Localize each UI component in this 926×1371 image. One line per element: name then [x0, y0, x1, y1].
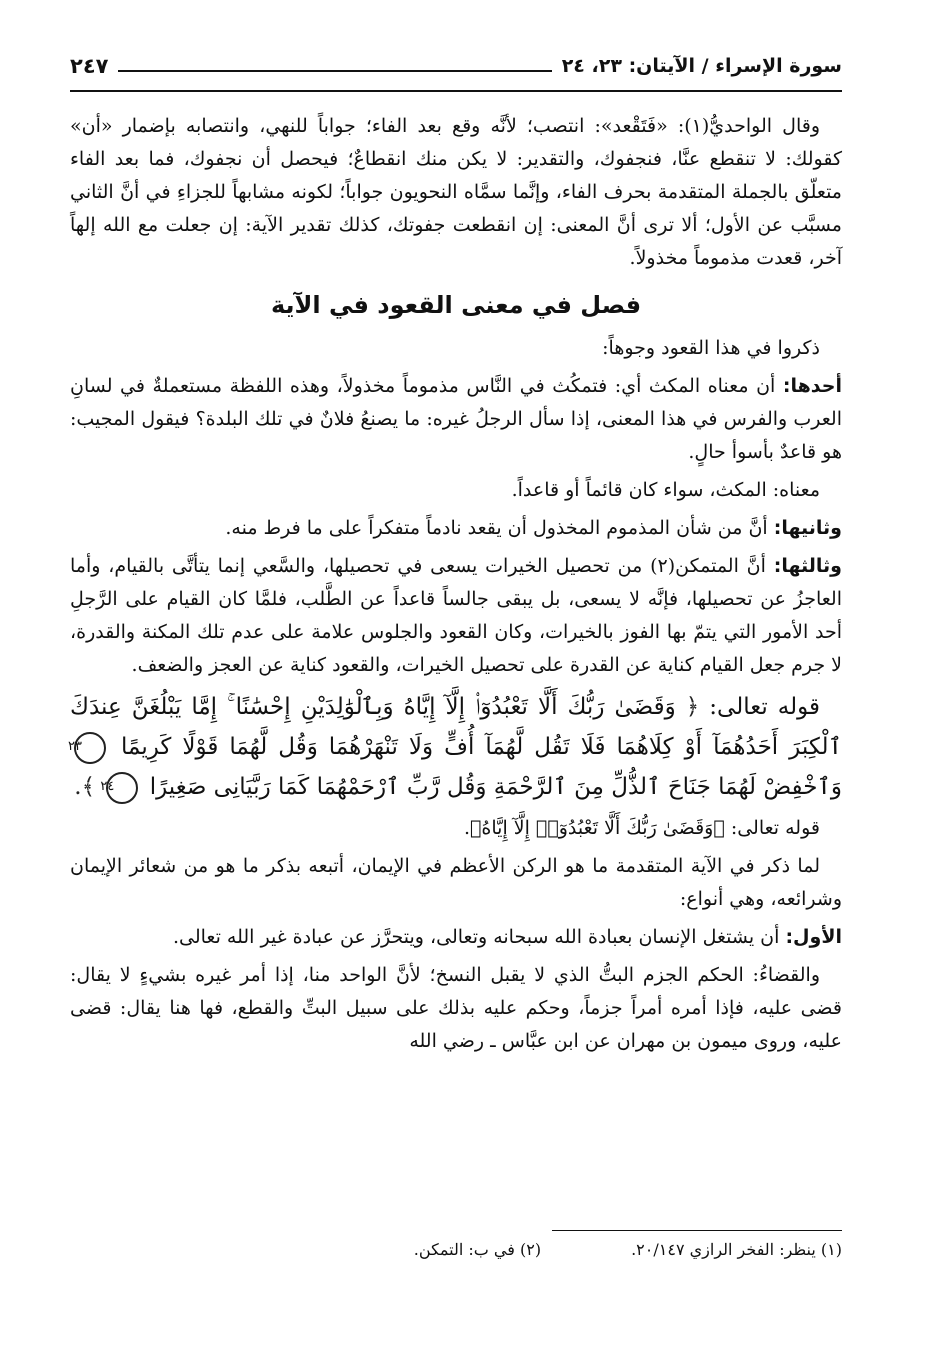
page-header: [70, 48, 842, 84]
first-kind-label: الأول:: [785, 926, 842, 948]
quran-verse-24: وَٱخْفِضْ لَهُمَا جَنَاحَ ٱلذُّلِّ مِنَ ٱلرَّحْمَةِ وَقُل رَّبِّ ٱرْحَمْهُمَا كَمَا رَبَّيَانِى صَغِيرًا: [149, 774, 842, 800]
header-dash-line: [118, 70, 551, 72]
verse-quote-intro: قوله تعالى:: [730, 817, 820, 839]
quran-verses-block: [70, 687, 842, 807]
paragraph-meaning: معناه: المكث، سواء كان قائماً أو قاعداً.: [511, 479, 820, 501]
footnote-1: (١) ينظر: الفخر الرازي ٢٠/١٤٧.: [631, 1240, 842, 1259]
page-body: [70, 110, 842, 1063]
paragraph-pillars: لما ذكر في الآية المتقدمة ما هو الركن الأعظم في الإيمان، أتبعه بذكر ما هو من شعائر الإيمان وشرائعه، وهي أنواع:: [70, 855, 842, 910]
quran-close-bracket: ﴾.: [74, 774, 96, 800]
footnote-rule: [552, 1230, 842, 1231]
first-aspect-text: أن معناه المكث أي: فتمكُث في النَّاس مذموماً مخذولاً، وهذه اللفظة مستعملةٌ في لسانِ العرب والفرس في هذا المعنى، إذا سأل الرجلُ غيره: ما يصنعُ فلانٌ في تلك البلدة؟ فيقول المجيب: هو قاعدٌ بأسوأ حالٍ.: [70, 375, 842, 463]
first-kind-text: أن يشتغل الإنسان بعبادة الله سبحانه وتعالى، ويتحرَّز عن عبادة غير الله تعالى.: [172, 926, 780, 948]
quran-open-bracket: ﴿: [685, 694, 700, 720]
ayah-number-23: ٢٣: [74, 732, 106, 764]
quran-verse-23: وَقَضَىٰ رَبُّكَ أَلَّا تَعْبُدُوٓا۟ إِلَّآ إِيَّاهُ وَبِٱلْوَٰلِدَيْنِ إِحْسَٰنًا ۚ إِمَّا يَبْلُغَنَّ عِندَكَ ٱلْكِبَرَ أَحَدُهُمَآ أَوْ كِلَاهُمَا فَلَا تَقُل لَّهُمَآ أُفٍّ وَلَا تَنْهَرْهُمَا وَقُل لَّهُمَا قَوْلًا كَرِيمًا: [70, 694, 843, 760]
third-aspect-text: أنَّ المتمكن(٢) من تحصيل الخيرات يسعى في تحصيلها، والسَّعي إنما يتأتَّى بالقيام، وأما العاجزُ عن تحصيلها، فإنَّه لا يسعى، بل يبقى جالساً قاعداً عن الطَّلب، فلمَّا كان القيام على الرَّجلِ أحد الأمور التي يتمّ بها الفوز بالخيرات، وكان القعود والجلوس علامة على عدم تلك المكنة والقدرة، لا جرم جعل القيام كناية عن القدرة على تحصيل الخيرات، والقعود كناية عن العجز والضعف.: [70, 555, 842, 676]
page-number: ٢٤٧: [70, 54, 109, 78]
second-aspect-label: وثانيها:: [773, 517, 842, 539]
ayah-number-24: ٢٤: [106, 772, 138, 804]
footnote-2: (٢) في ب: التمكن.: [413, 1240, 542, 1259]
paragraph-third-aspect: [70, 550, 842, 682]
paragraph-first-aspect: [70, 370, 842, 469]
header-rule: [70, 90, 842, 92]
section-heading: فصل في معنى القعود في الآية: [270, 291, 642, 319]
paragraph-verse-quote: [70, 812, 842, 845]
footnotes: [70, 1240, 842, 1259]
running-title: سورة الإسراء / الآيتان: ٢٣، ٢٤: [561, 55, 842, 77]
paragraph-second-aspect: [70, 512, 842, 545]
third-aspect-label: وثالثها:: [773, 555, 842, 577]
paragraph-intro-aspects: ذكروا في هذا القعود وجوهاً:: [602, 337, 820, 359]
paragraph-qada: والقضاءُ: الحكم الجزم البتُّ الذي لا يقبل النسخ؛ لأنَّ الواحد منا، إذا أمر غيره بشيءٍ لا يقال: قضى عليه، فإذا أمره أمراً جزماً، وحكم عليه بذلك على سبيل البتِّ والقطع، فها هنا يقال: قضى عليه، وروى ميمون بن مهران عن ابن عبَّاس ـ رضي الله: [70, 964, 842, 1052]
verse-quote: ﴿وَقَضَىٰ رَبُّكَ أَلَّا تَعْبُدُوٓا۟ إِلَّآ إِيَّاهُ﴾.: [463, 817, 725, 839]
paragraph-first-kind: [70, 921, 842, 954]
paragraph-wahidi: وقال الواحديُّ(١): «فَتَقْعد»: انتصب؛ لأنَّه وقع بعد الفاء؛ جواباً للنهي، وانتصابه بإضمار «أن» كقولك: لا تنقطع عنَّا، فنجفوك، والتقدير: لا يكن منك انقطاعٌ؛ فيحصل أن نجفوك، فما بعد الفاء متعلّق بالجملة المتقدمة بحرف الفاء، وإنَّما سمَّاه النحويون جواباً؛ لكونه مشابهاً للجزاءِ في أنَّ الثاني مسبَّب عن الأول؛ ألا ترى أنَّ المعنى: إن انقطعت جفوتك، كذلك تقدير الآية: إن جعلت مع الله إلهاً آخر، قعدت مذموماً مخذولاً.: [70, 115, 842, 269]
quran-intro: قوله تعالى:: [709, 694, 820, 720]
first-aspect-label: أحدها:: [782, 375, 842, 397]
second-aspect-text: أنَّ من شأن المذموم المخذول أن يقعد نادماً متفكراً على ما فرط منه.: [225, 517, 768, 539]
